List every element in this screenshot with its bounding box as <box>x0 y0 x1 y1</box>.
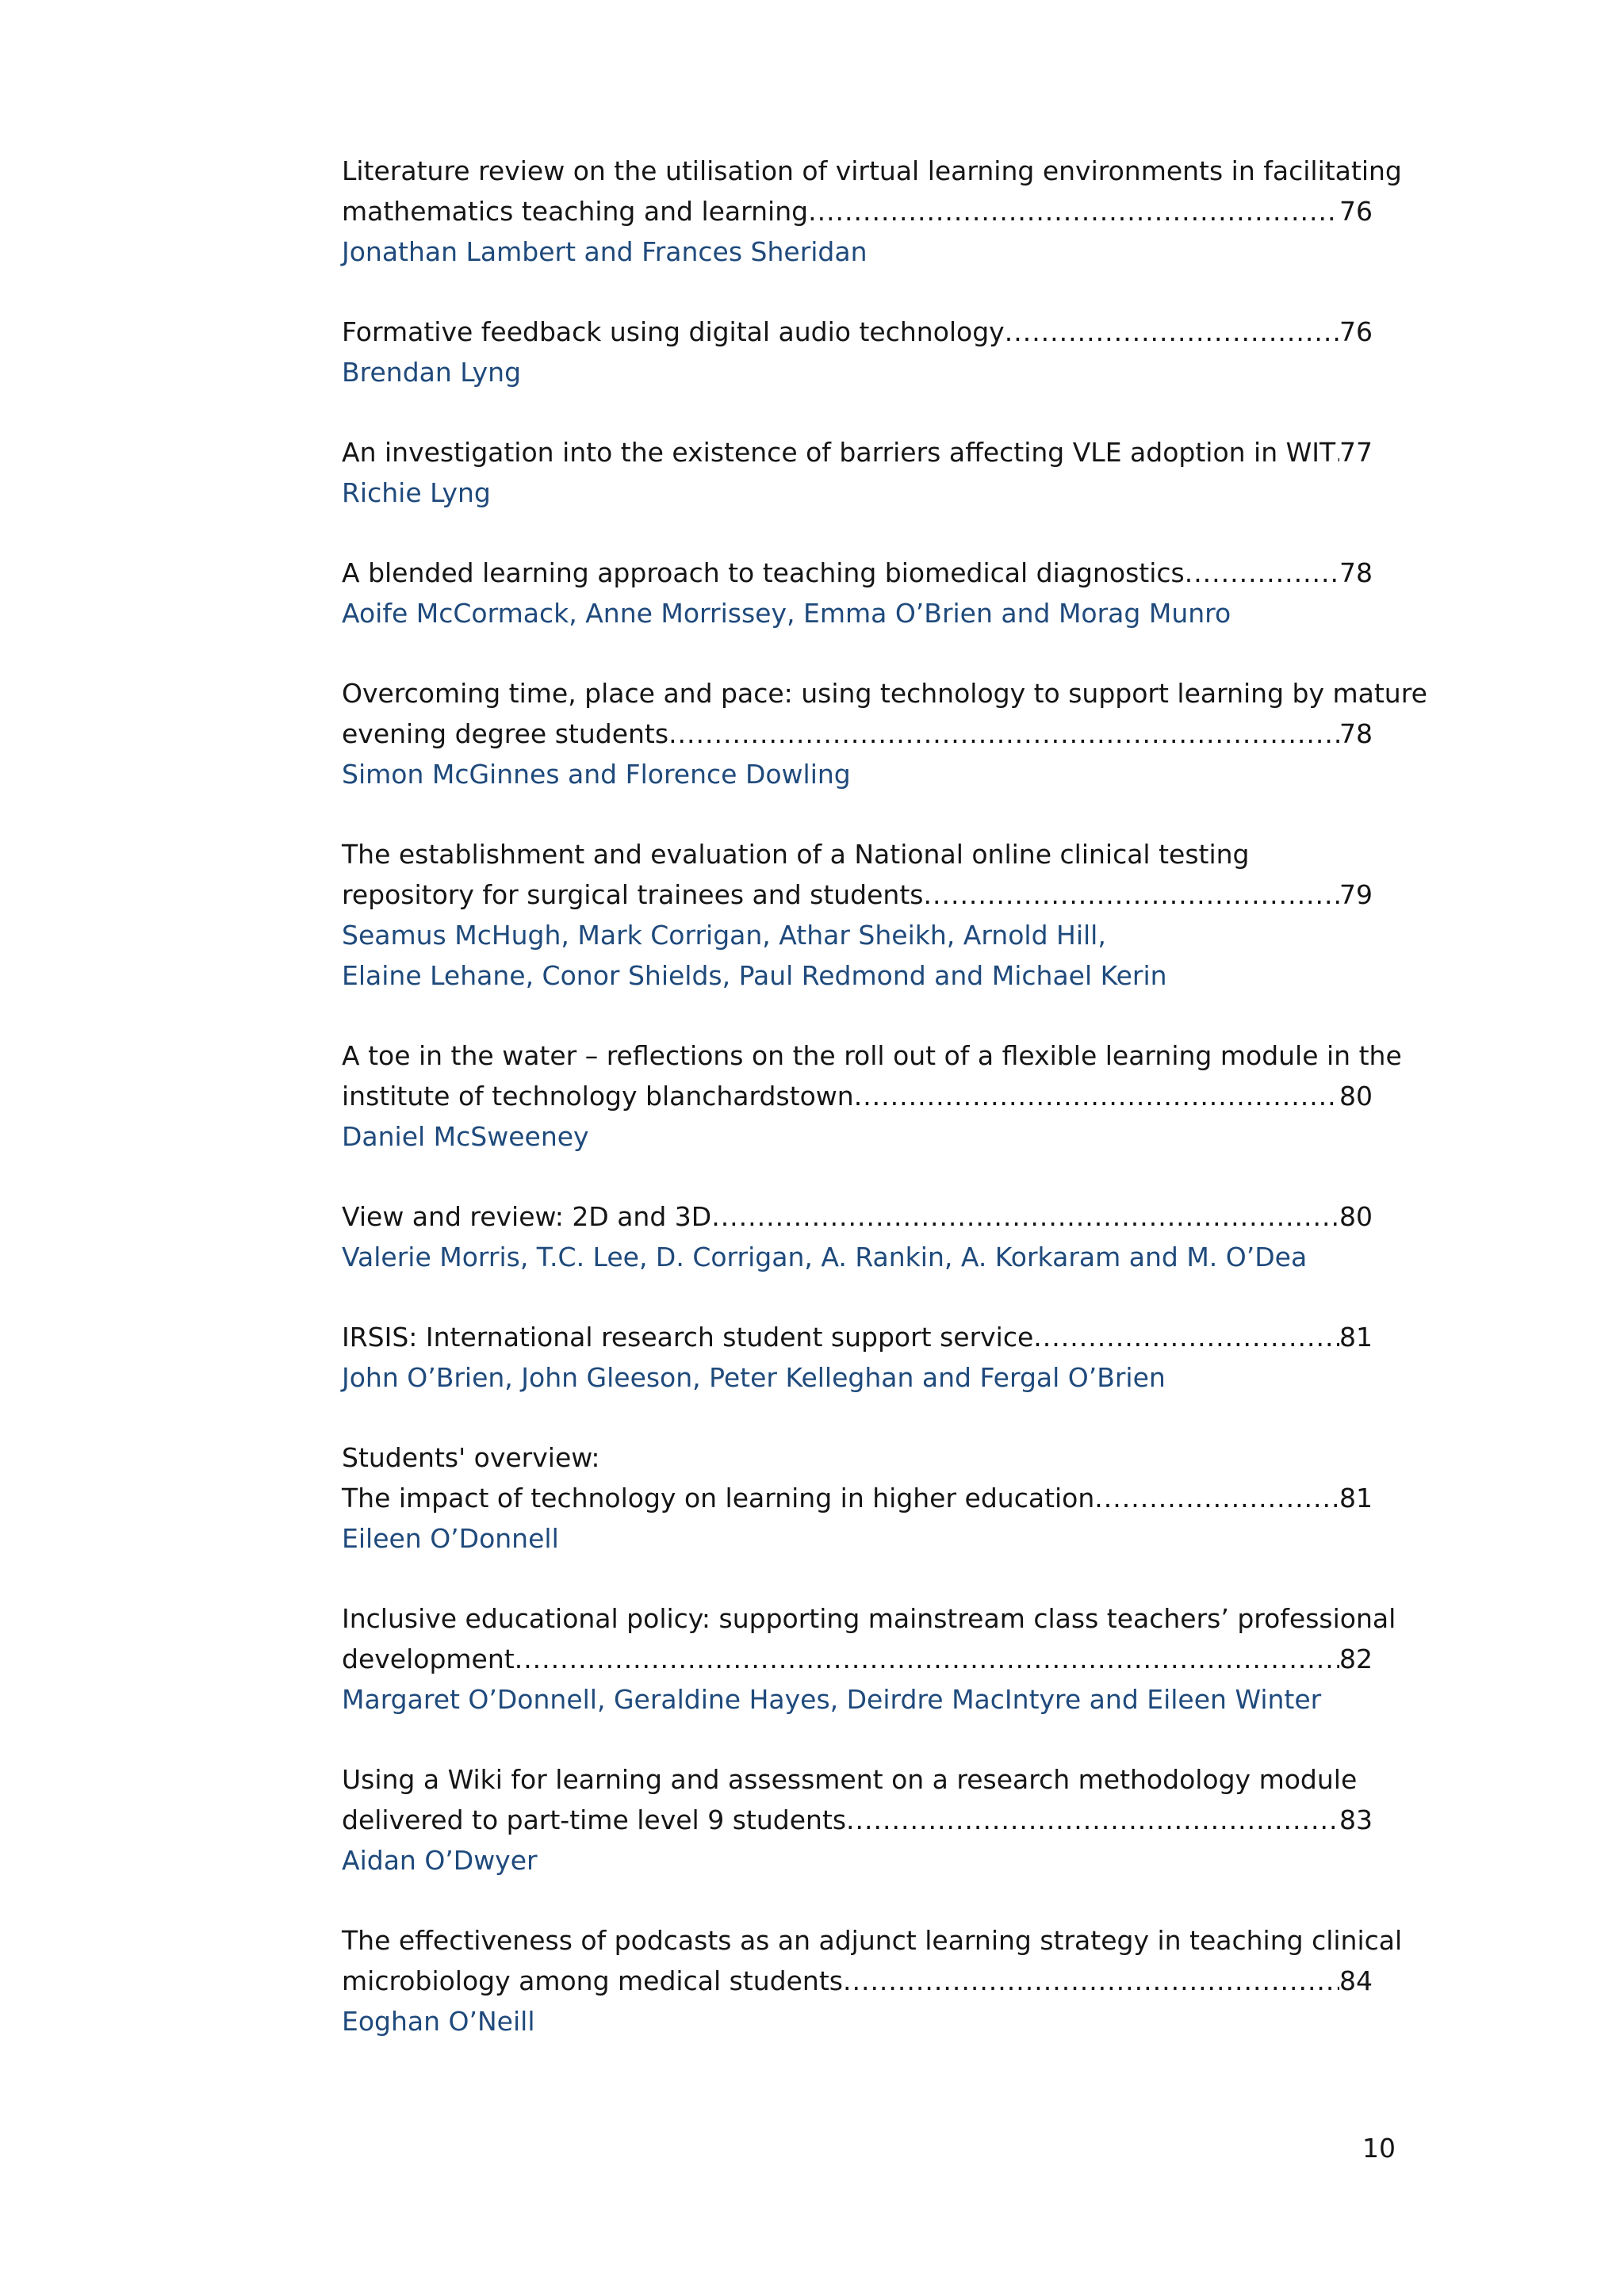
table-of-contents <box>342 151 1427 2081</box>
entry-authors: John O’Brien, John Gleeson, Peter Kelleghan and Fergal O’Brien <box>342 1362 1166 1393</box>
entry-title-last-line <box>342 1196 1373 1237</box>
entry-page-number: 76 <box>1339 316 1373 347</box>
entry-title-text: microbiology among medical students <box>342 1965 843 1996</box>
toc-entry <box>342 151 1402 272</box>
dot-leader <box>846 1800 1339 1840</box>
dot-leader <box>515 1639 1339 1679</box>
entry-page-number: 77 <box>1339 437 1373 468</box>
entry-title-text: The impact of technology on learning in higher education <box>342 1483 1095 1513</box>
toc-entry <box>342 1317 1373 1398</box>
entry-title-line: Overcoming time, place and pace: using technology to support learning by mature <box>342 678 1427 709</box>
toc-entry <box>342 1035 1402 1157</box>
entry-title-text: repository for surgical trainees and students <box>342 879 924 910</box>
entry-authors: Margaret O’Donnell, Geraldine Hayes, Deirdre MacIntyre and Eileen Winter <box>342 1684 1322 1715</box>
entry-page-number: 81 <box>1339 1483 1373 1513</box>
entry-authors: Brendan Lyng <box>342 357 522 388</box>
entry-page-number: 78 <box>1339 718 1373 749</box>
entry-authors: Seamus McHugh, Mark Corrigan, Athar Sheikh, Arnold Hill, <box>342 920 1106 951</box>
entry-page-number: 80 <box>1339 1081 1373 1112</box>
toc-entry <box>342 1196 1373 1277</box>
entry-authors: Jonathan Lambert and Frances Sheridan <box>342 236 868 267</box>
entry-title-text: A blended learning approach to teaching biomedical diagnostics <box>342 557 1185 588</box>
entry-title-last-line <box>342 553 1373 593</box>
entry-authors: Aoife McCormack, Anne Morrissey, Emma O’Brien and Morag Munro <box>342 598 1231 629</box>
entry-page-number: 78 <box>1339 557 1373 588</box>
entry-title-text: An investigation into the existence of barriers affecting VLE adoption in WIT <box>342 437 1336 468</box>
entry-title-last-line <box>342 1800 1373 1840</box>
dot-leader <box>1094 1478 1339 1518</box>
toc-entry <box>342 1759 1373 1881</box>
entry-title-last-line <box>342 1076 1373 1116</box>
entry-title-text: delivered to part-time level 9 students <box>342 1804 847 1835</box>
entry-page-number: 83 <box>1339 1804 1373 1835</box>
entry-title-text: Formative feedback using digital audio technology <box>342 316 1005 347</box>
dot-leader <box>711 1196 1339 1237</box>
entry-title-text: mathematics teaching and learning <box>342 196 809 227</box>
entry-title-last-line <box>342 432 1373 473</box>
toc-entry <box>342 1920 1403 2042</box>
entry-title-line: Inclusive educational policy: supporting mainstream class teachers’ professional <box>342 1603 1396 1634</box>
entry-title-text: institute of technology blanchardstown <box>342 1081 854 1112</box>
entry-title-line: A toe in the water – reflections on the roll out of a flexible learning module in the <box>342 1040 1402 1071</box>
entry-title-line: The establishment and evaluation of a National online clinical testing <box>342 839 1250 870</box>
entry-title-line: Literature review on the utilisation of virtual learning environments in facilitating <box>342 155 1402 186</box>
entry-page-number: 80 <box>1339 1201 1373 1232</box>
entry-title-last-line <box>342 1317 1373 1357</box>
toc-entry <box>342 432 1373 513</box>
entry-title-line: The effectiveness of podcasts as an adjunct learning strategy in teaching clinical <box>342 1925 1403 1956</box>
dot-leader <box>1005 312 1339 352</box>
entry-authors: Aidan O’Dwyer <box>342 1845 538 1876</box>
toc-entry <box>342 834 1373 996</box>
entry-title-last-line <box>342 191 1373 232</box>
entry-title-last-line <box>342 874 1373 915</box>
dot-leader <box>854 1076 1339 1116</box>
toc-entry <box>342 1598 1396 1720</box>
entry-title-last-line <box>342 714 1373 754</box>
entry-page-number: 82 <box>1339 1644 1373 1674</box>
entry-title-last-line <box>342 1639 1373 1679</box>
entry-authors: Valerie Morris, T.C. Lee, D. Corrigan, A. Rankin, A. Korkaram and M. O’Dea <box>342 1242 1308 1272</box>
entry-page-number: 84 <box>1339 1965 1373 1996</box>
dot-leader <box>1185 553 1339 593</box>
toc-entry <box>342 673 1427 794</box>
page-number: 10 <box>1362 2133 1396 2164</box>
dot-leader <box>808 191 1339 232</box>
dot-leader <box>668 714 1339 754</box>
toc-entry <box>342 312 1373 392</box>
entry-page-number: 79 <box>1339 879 1373 910</box>
entry-title-line: Using a Wiki for learning and assessment on a research methodology module <box>342 1764 1358 1795</box>
entry-title-text: development <box>342 1644 515 1674</box>
entry-authors: Eileen O’Donnell <box>342 1523 559 1554</box>
entry-authors: Richie Lyng <box>342 477 491 508</box>
entry-authors: Daniel McSweeney <box>342 1121 589 1152</box>
dot-leader <box>1033 1317 1339 1357</box>
entry-title-text: View and review: 2D and 3D <box>342 1201 712 1232</box>
entry-title-text: IRSIS: International research student support service <box>342 1322 1034 1353</box>
toc-entry <box>342 553 1373 633</box>
entry-title-last-line <box>342 1961 1373 2001</box>
entry-authors: Simon McGinnes and Florence Dowling <box>342 759 851 790</box>
entry-title-last-line <box>342 312 1373 352</box>
toc-entry <box>342 1437 1373 1559</box>
entry-authors: Eoghan O’Neill <box>342 2006 535 2037</box>
entry-title-last-line <box>342 1478 1373 1518</box>
entry-page-number: 76 <box>1339 196 1373 227</box>
dot-leader <box>843 1961 1339 2001</box>
entry-title-text: evening degree students <box>342 718 669 749</box>
entry-authors: Elaine Lehane, Conor Shields, Paul Redmond and Michael Kerin <box>342 960 1167 991</box>
dot-leader <box>923 874 1339 915</box>
entry-title-line: Students' overview: <box>342 1442 600 1473</box>
entry-page-number: 81 <box>1339 1322 1373 1353</box>
